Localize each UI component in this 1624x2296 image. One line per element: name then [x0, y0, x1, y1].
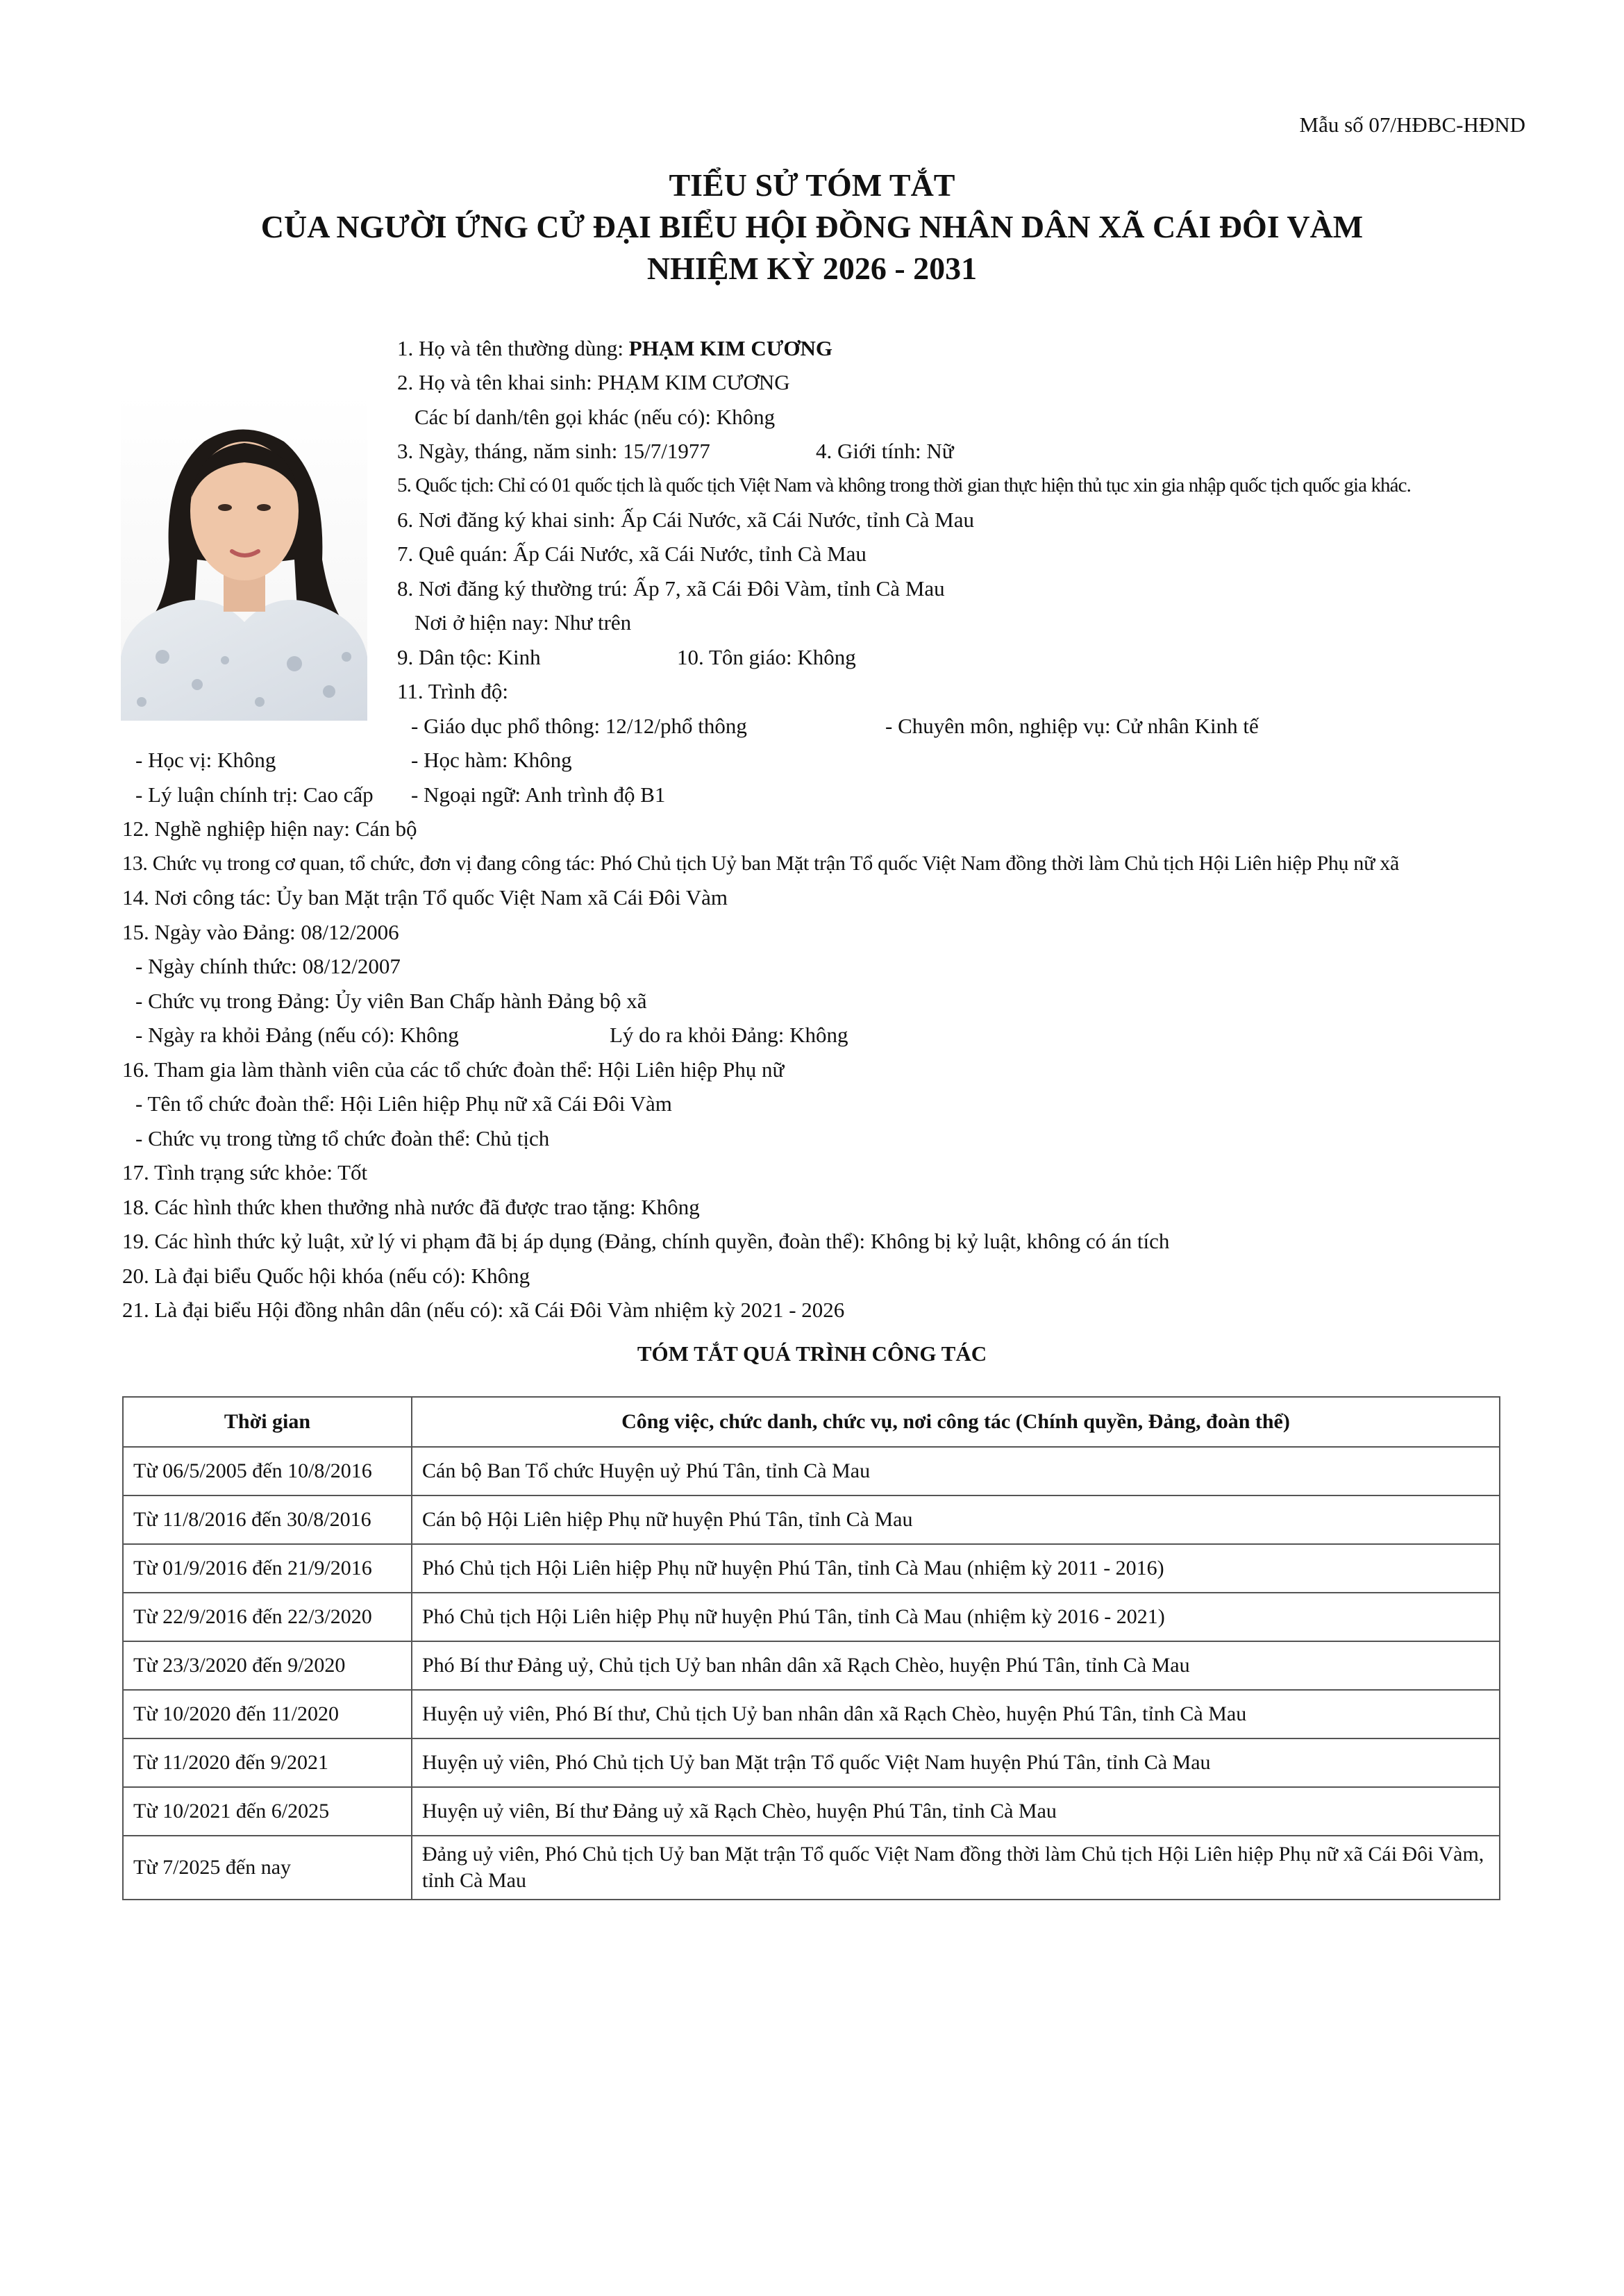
- career-table: [122, 1396, 1500, 1900]
- position-cell: Cán bộ Ban Tổ chức Huyện uỷ Phú Tân, tỉnh Cà Mau: [412, 1447, 1500, 1495]
- field-foreign-language: - Ngoại ngữ: Anh trình độ B1: [411, 782, 666, 807]
- position-cell: Huyện uỷ viên, Phó Chủ tịch Uỷ ban Mặt trận Tổ quốc Việt Nam huyện Phú Tân, tỉnh Cà Mau: [412, 1738, 1500, 1787]
- period-cell: Từ 11/8/2016 đến 30/8/2016: [123, 1495, 412, 1544]
- field-academic-degree: - Học vị: Không: [135, 748, 276, 772]
- table-row: [123, 1836, 1500, 1900]
- field-general-education: - Giáo dục phổ thông: 12/12/phổ thông: [411, 714, 747, 738]
- table-row: [123, 1495, 1500, 1544]
- title-line-3: NHIỆM KỲ 2026 - 2031: [646, 251, 978, 286]
- position-cell: Cán bộ Hội Liên hiệp Phụ nữ huyện Phú Tân, tỉnh Cà Mau: [412, 1495, 1500, 1544]
- field-date-of-birth: 3. Ngày, tháng, năm sinh: 15/7/1977: [397, 439, 710, 463]
- career-section-title: TÓM TẮT QUÁ TRÌNH CÔNG TÁC: [637, 1341, 987, 1366]
- period-cell: Từ 06/5/2005 đến 10/8/2016: [123, 1447, 412, 1495]
- position-cell: Đảng uỷ viên, Phó Chủ tịch Uỷ ban Mặt trận Tổ quốc Việt Nam đồng thời làm Chủ tịch Hội Liên hiệp Phụ nữ xã Cái Đôi Vàm, tỉnh Cà Mau: [412, 1836, 1500, 1900]
- field-current-position: 13. Chức vụ trong cơ quan, tổ chức, đơn vị đang công tác: Phó Chủ tịch Uỷ ban Mặt trận Tổ quốc Việt Nam đồng thời làm Chủ tịch Hội Liên hiệp Phụ nữ xã: [122, 852, 1400, 875]
- position-cell: Phó Bí thư Đảng uỷ, Chủ tịch Uỷ ban nhân dân xã Rạch Chèo, huyện Phú Tân, tỉnh Cà Mau: [412, 1641, 1500, 1690]
- field-workplace: 14. Nơi công tác: Ủy ban Mặt trận Tổ quốc Việt Nam xã Cái Đôi Vàm: [122, 885, 728, 910]
- field-education-heading: 11. Trình độ:: [397, 679, 508, 703]
- period-cell: Từ 23/3/2020 đến 9/2020: [123, 1641, 412, 1690]
- field-discipline: 19. Các hình thức kỷ luật, xử lý vi phạm đã bị áp dụng (Đảng, chính quyền, đoàn thể): Không bị kỷ luật, không có án tích: [122, 1229, 1170, 1253]
- period-cell: Từ 10/2020 đến 11/2020: [123, 1690, 412, 1738]
- field-gender: 4. Giới tính: Nữ: [816, 439, 954, 463]
- field-organization-position: - Chức vụ trong từng tổ chức đoàn thể: Chủ tịch: [135, 1126, 550, 1150]
- title-line-1: TIỂU SỬ TÓM TẮT: [669, 167, 955, 203]
- title-line-2: CỦA NGƯỜI ỨNG CỬ ĐẠI BIỂU HỘI ĐỒNG NHÂN DÂN XÃ CÁI ĐÔI VÀM: [260, 209, 1364, 244]
- field-current-residence: Nơi ở hiện nay: Như trên: [415, 610, 632, 635]
- candidate-portrait-photo: [121, 393, 367, 721]
- field-permanent-residence: 8. Nơi đăng ký thường trú: Ấp 7, xã Cái Đôi Vàm, tỉnh Cà Mau: [397, 576, 945, 601]
- field-political-theory: - Lý luận chính trị: Cao cấp: [135, 782, 374, 807]
- field-organization-name: - Tên tổ chức đoàn thể: Hội Liên hiệp Phụ nữ xã Cái Đôi Vàm: [135, 1091, 672, 1116]
- field-common-name-value: PHẠM KIM CƯƠNG: [628, 336, 833, 360]
- header-position: Công việc, chức danh, chức vụ, nơi công tác (Chính quyền, Đảng, đoàn thể): [412, 1397, 1500, 1447]
- field-academic-title: - Học hàm: Không: [411, 748, 572, 772]
- field-ethnicity: 9. Dân tộc: Kinh: [397, 645, 541, 669]
- field-common-name: [397, 335, 832, 362]
- position-cell: Phó Chủ tịch Hội Liên hiệp Phụ nữ huyện Phú Tân, tỉnh Cà Mau (nhiệm kỳ 2011 - 2016): [412, 1544, 1500, 1593]
- table-row: [123, 1447, 1500, 1495]
- header-period: Thời gian: [123, 1397, 412, 1447]
- field-birth-registration: 6. Nơi đăng ký khai sinh: Ấp Cái Nước, xã Cái Nước, tỉnh Cà Mau: [397, 508, 974, 532]
- period-cell: Từ 22/9/2016 đến 22/3/2020: [123, 1593, 412, 1641]
- field-awards: 18. Các hình thức khen thưởng nhà nước đã được trao tặng: Không: [122, 1195, 700, 1219]
- field-party-position: - Chức vụ trong Đảng: Ủy viên Ban Chấp hành Đảng bộ xã: [135, 989, 647, 1013]
- field-party-leave-date: - Ngày ra khỏi Đảng (nếu có): Không: [135, 1023, 459, 1047]
- position-cell: Phó Chủ tịch Hội Liên hiệp Phụ nữ huyện Phú Tân, tỉnh Cà Mau (nhiệm kỳ 2016 - 2021): [412, 1593, 1500, 1641]
- field-nationality: 5. Quốc tịch: Chỉ có 01 quốc tịch là quốc tịch Việt Nam và không trong thời gian thực hiện thủ tục xin gia nhập quốc tịch quốc gia khác.: [397, 474, 1411, 496]
- position-cell: Huyện uỷ viên, Phó Bí thư, Chủ tịch Uỷ ban nhân dân xã Rạch Chèo, huyện Phú Tân, tỉnh Cà Mau: [412, 1690, 1500, 1738]
- field-common-name-label: 1. Họ và tên thường dùng:: [397, 336, 629, 360]
- table-row: [123, 1787, 1500, 1836]
- period-cell: Từ 01/9/2016 đến 21/9/2016: [123, 1544, 412, 1593]
- table-row: [123, 1641, 1500, 1690]
- period-cell: Từ 10/2021 đến 6/2025: [123, 1787, 412, 1836]
- table-row: [123, 1544, 1500, 1593]
- career-table-header: [123, 1397, 1500, 1447]
- field-health: 17. Tình trạng sức khỏe: Tốt: [122, 1160, 368, 1184]
- field-birth-name: 2. Họ và tên khai sinh: PHẠM KIM CƯƠNG: [397, 370, 790, 394]
- field-hometown: 7. Quê quán: Ấp Cái Nước, xã Cái Nước, tỉnh Cà Mau: [397, 542, 867, 566]
- table-row: [123, 1593, 1500, 1641]
- field-party-official-date: - Ngày chính thức: 08/12/2007: [135, 954, 401, 978]
- field-peoples-council: 21. Là đại biểu Hội đồng nhân dân (nếu có): xã Cái Đôi Vàm nhiệm kỳ 2021 - 2026: [122, 1298, 845, 1322]
- field-party-join-date: 15. Ngày vào Đảng: 08/12/2006: [122, 920, 399, 944]
- table-row: [123, 1690, 1500, 1738]
- field-national-assembly: 20. Là đại biểu Quốc hội khóa (nếu có): Không: [122, 1264, 530, 1288]
- field-organizations: 16. Tham gia làm thành viên của các tổ chức đoàn thể: Hội Liên hiệp Phụ nữ: [122, 1057, 785, 1082]
- form-code: Mẫu số 07/HĐBC-HĐND: [1299, 112, 1525, 137]
- table-row: [123, 1738, 1500, 1787]
- field-aliases: Các bí danh/tên gọi khác (nếu có): Không: [415, 405, 776, 429]
- period-cell: Từ 7/2025 đến nay: [123, 1836, 412, 1900]
- field-occupation: 12. Nghề nghiệp hiện nay: Cán bộ: [122, 816, 417, 841]
- period-cell: Từ 11/2020 đến 9/2021: [123, 1738, 412, 1787]
- field-party-leave-reason: Lý do ra khỏi Đảng: Không: [610, 1023, 848, 1047]
- field-specialization: - Chuyên môn, nghiệp vụ: Cử nhân Kinh tế: [885, 714, 1259, 738]
- position-cell: Huyện uỷ viên, Bí thư Đảng uỷ xã Rạch Chèo, huyện Phú Tân, tỉnh Cà Mau: [412, 1787, 1500, 1836]
- field-religion: 10. Tôn giáo: Không: [677, 645, 856, 669]
